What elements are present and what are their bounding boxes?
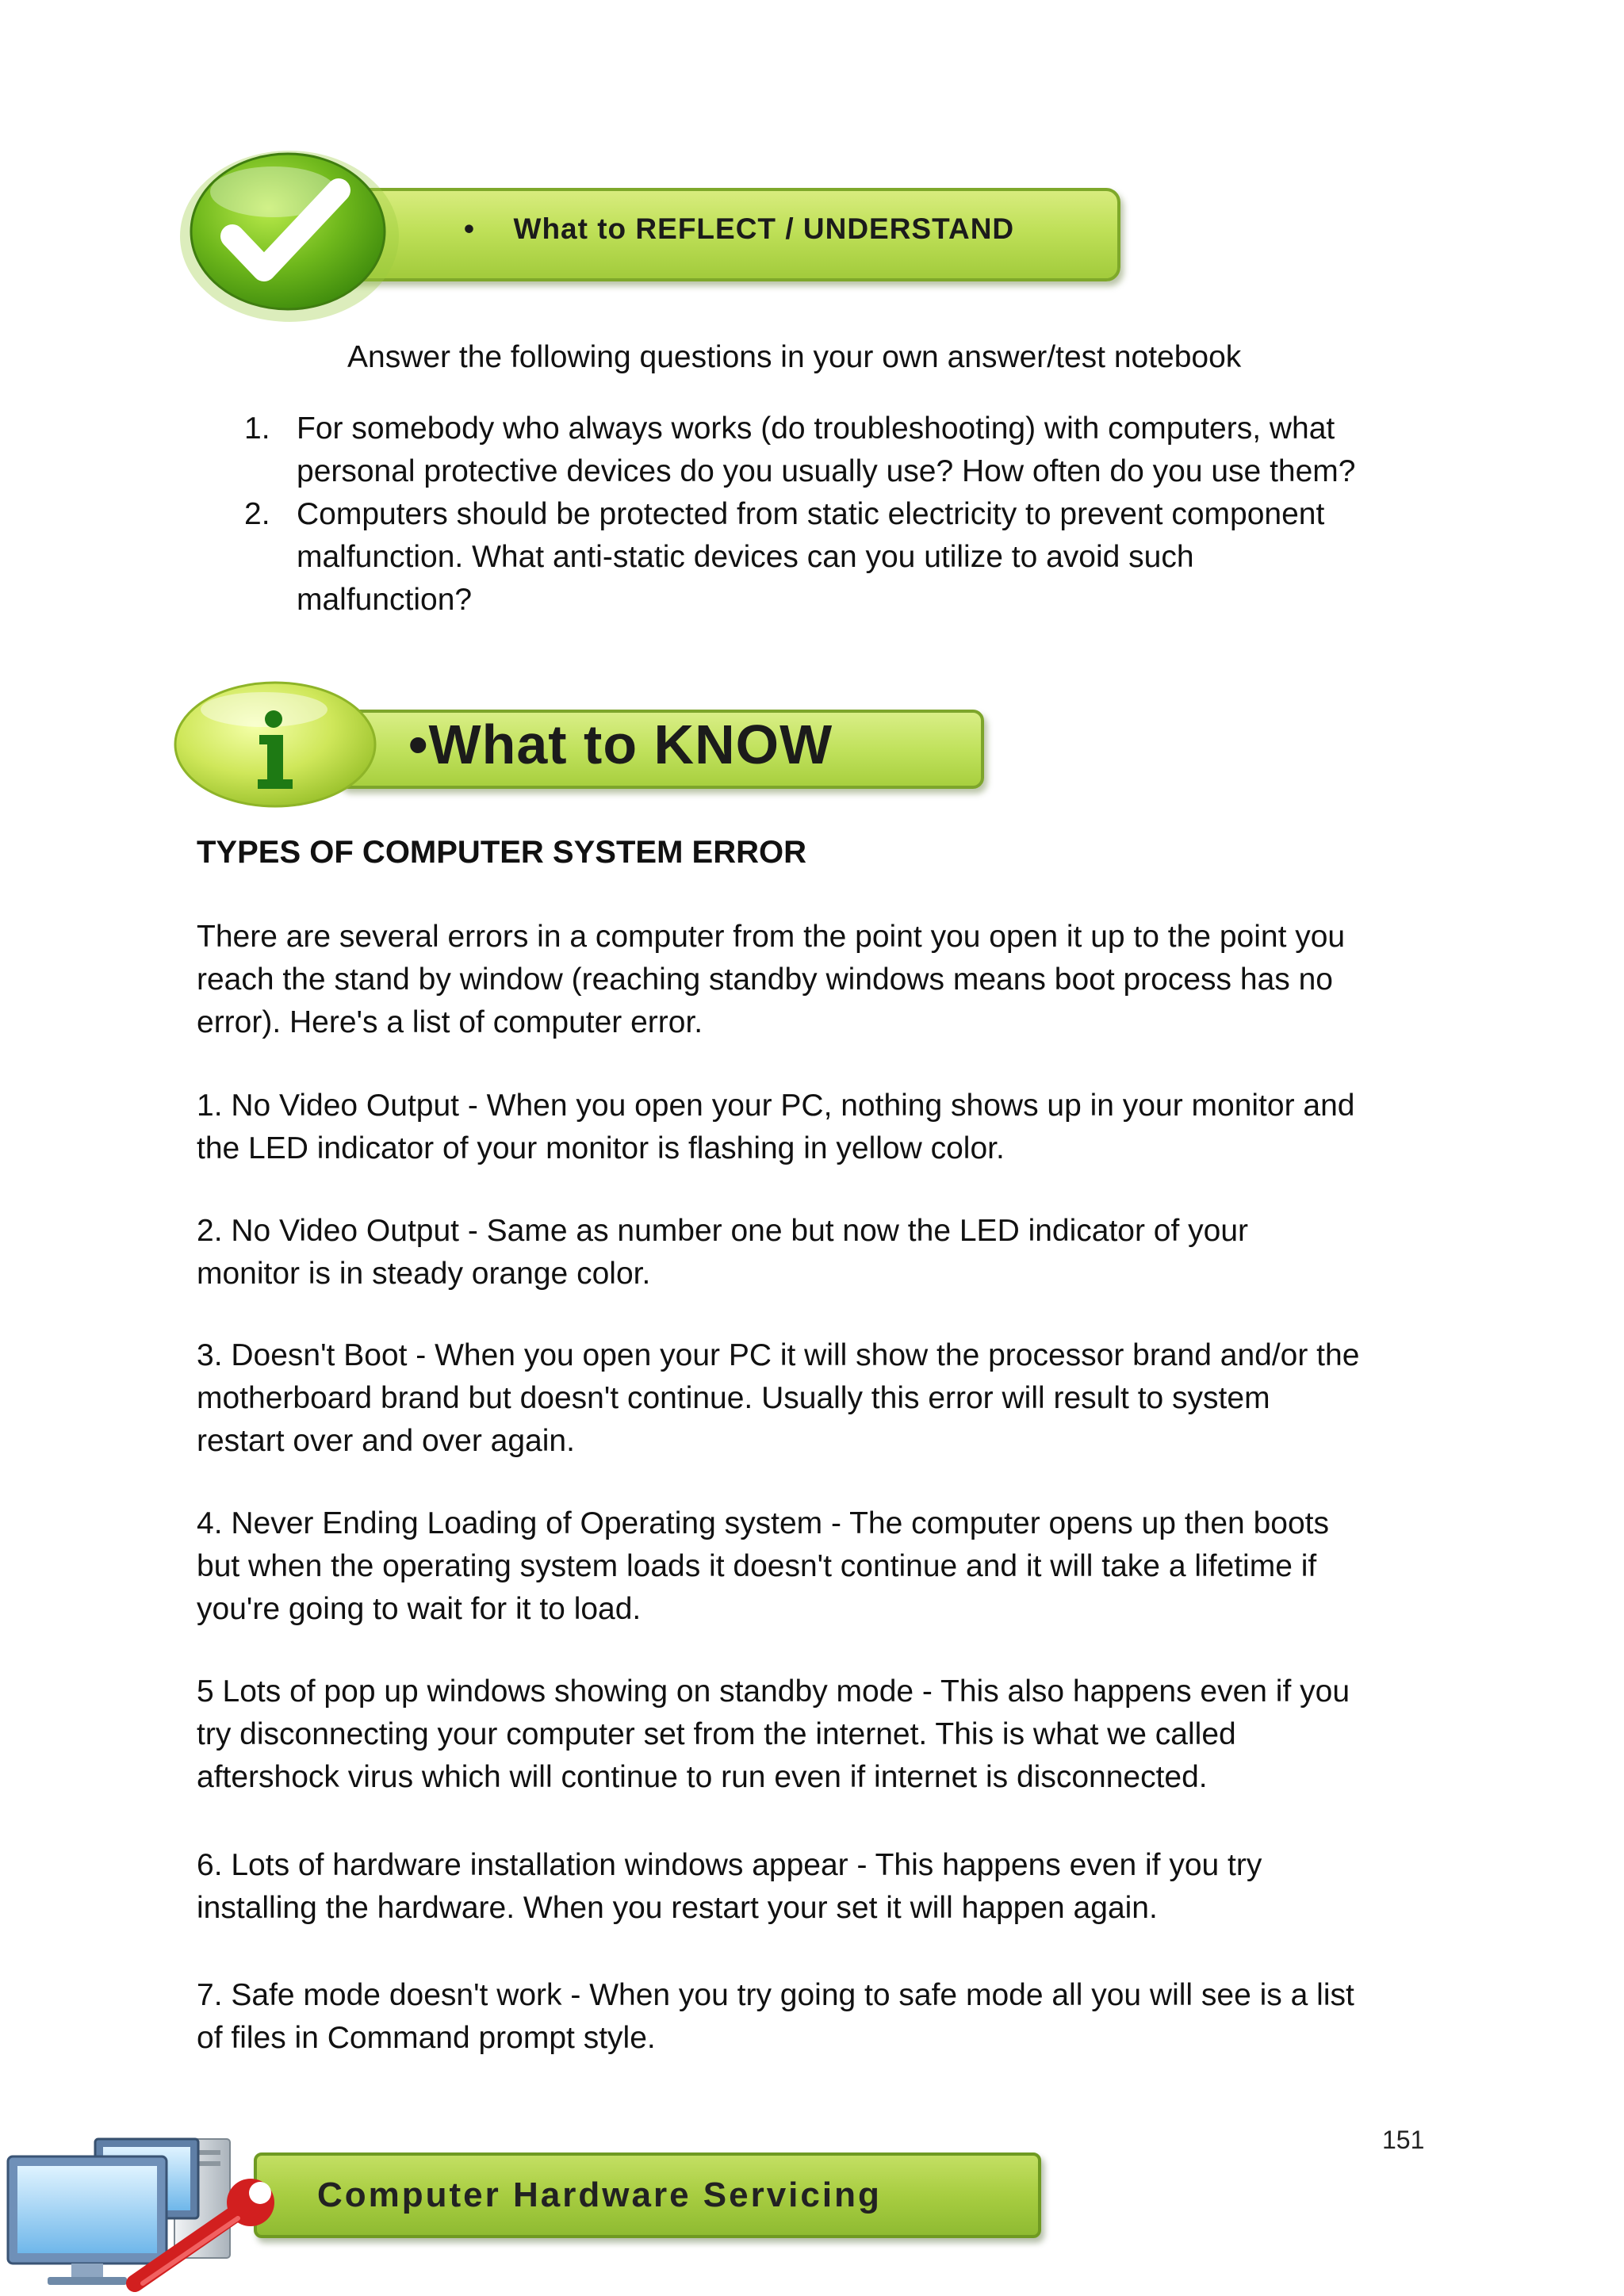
info-icon — [170, 678, 408, 809]
paragraph — [197, 1085, 1430, 1170]
bullet: • — [408, 714, 429, 775]
paragraph-line: reach the stand by window (reaching standby windows means boot process has no — [197, 962, 1333, 997]
computer-repair-icon — [0, 2125, 317, 2296]
section-heading: TYPES OF COMPUTER SYSTEM ERROR — [197, 835, 806, 870]
question-line: personal protective devices do you usually use? How often do you use them? — [297, 454, 1356, 488]
paragraph — [197, 1974, 1430, 2060]
paragraph-line: aftershock virus which will continue to run even if internet is disconnected. — [197, 1760, 1208, 1794]
know-title: What to KNOW — [428, 714, 833, 775]
paragraph — [197, 1210, 1430, 1295]
paragraph — [197, 1844, 1430, 1930]
checkmark-icon — [170, 143, 408, 325]
reflect-title: What to REFLECT / UNDERSTAND — [513, 212, 1015, 245]
question-line: For somebody who always works (do troubleshooting) with computers, what — [297, 411, 1335, 446]
question-number: 1. — [244, 411, 270, 446]
footer-banner — [0, 2125, 1078, 2296]
paragraph-line: 1. No Video Output - When you open your PC, nothing shows up in your monitor and — [197, 1089, 1355, 1123]
page-number: 151 — [1382, 2126, 1425, 2154]
paragraph-line: motherboard brand but doesn't continue. Usually this error will result to system — [197, 1381, 1270, 1415]
footer-label: Computer Hardware Servicing — [317, 2175, 882, 2214]
reflect-banner — [170, 143, 1122, 333]
paragraph-line: installing the hardware. When you restart your set it will happen again. — [197, 1891, 1158, 1925]
paragraph — [197, 1502, 1430, 1631]
paragraph-line: 6. Lots of hardware installation windows appear - This happens even if you try — [197, 1848, 1262, 1882]
paragraph-line: 7. Safe mode doesn't work - When you try going to safe mode all you will see is a list — [197, 1978, 1354, 2012]
question-text — [297, 408, 1429, 493]
paragraph-line: the LED indicator of your monitor is flashing in yellow color. — [197, 1131, 1005, 1165]
know-banner — [170, 678, 1003, 813]
paragraph-line: 5 Lots of pop up windows showing on standby mode - This also happens even if you — [197, 1674, 1350, 1709]
paragraph-line: monitor is in steady orange color. — [197, 1257, 651, 1291]
question-number: 2. — [244, 497, 270, 531]
question-text — [297, 493, 1429, 622]
paragraph-line: but when the operating system loads it doesn't continue and it will take a lifetime if — [197, 1549, 1317, 1583]
paragraph-line: restart over and over again. — [197, 1424, 575, 1458]
instruction-text: Answer the following questions in your own answer/test notebook — [347, 340, 1242, 374]
know-banner-label — [408, 713, 833, 776]
paragraph-line: 3. Doesn't Boot - When you open your PC it will show the processor brand and/or the — [197, 1338, 1360, 1372]
paragraph-line: try disconnecting your computer set from the internet. This is what we called — [197, 1717, 1236, 1751]
paragraph-line: 2. No Video Output - Same as number one but now the LED indicator of your — [197, 1214, 1249, 1248]
paragraph — [197, 916, 1430, 1044]
paragraph — [197, 1334, 1430, 1463]
question-line: Computers should be protected from static electricity to prevent component — [297, 497, 1325, 531]
paragraph-line: you're going to wait for it to load. — [197, 1592, 642, 1626]
bullet: • — [464, 212, 475, 245]
question-line: malfunction. What anti-static devices can you utilize to avoid such — [297, 540, 1194, 574]
paragraph — [197, 1670, 1430, 1799]
paragraph-line: 4. Never Ending Loading of Operating system - The computer opens up then boots — [197, 1506, 1329, 1540]
question-line: malfunction? — [297, 583, 473, 617]
paragraph-line: error). Here's a list of computer error. — [197, 1005, 703, 1039]
paragraph-line: There are several errors in a computer from the point you open it up to the point you — [197, 920, 1346, 954]
reflect-banner-label — [464, 212, 1014, 246]
paragraph-line: of files in Command prompt style. — [197, 2021, 656, 2055]
